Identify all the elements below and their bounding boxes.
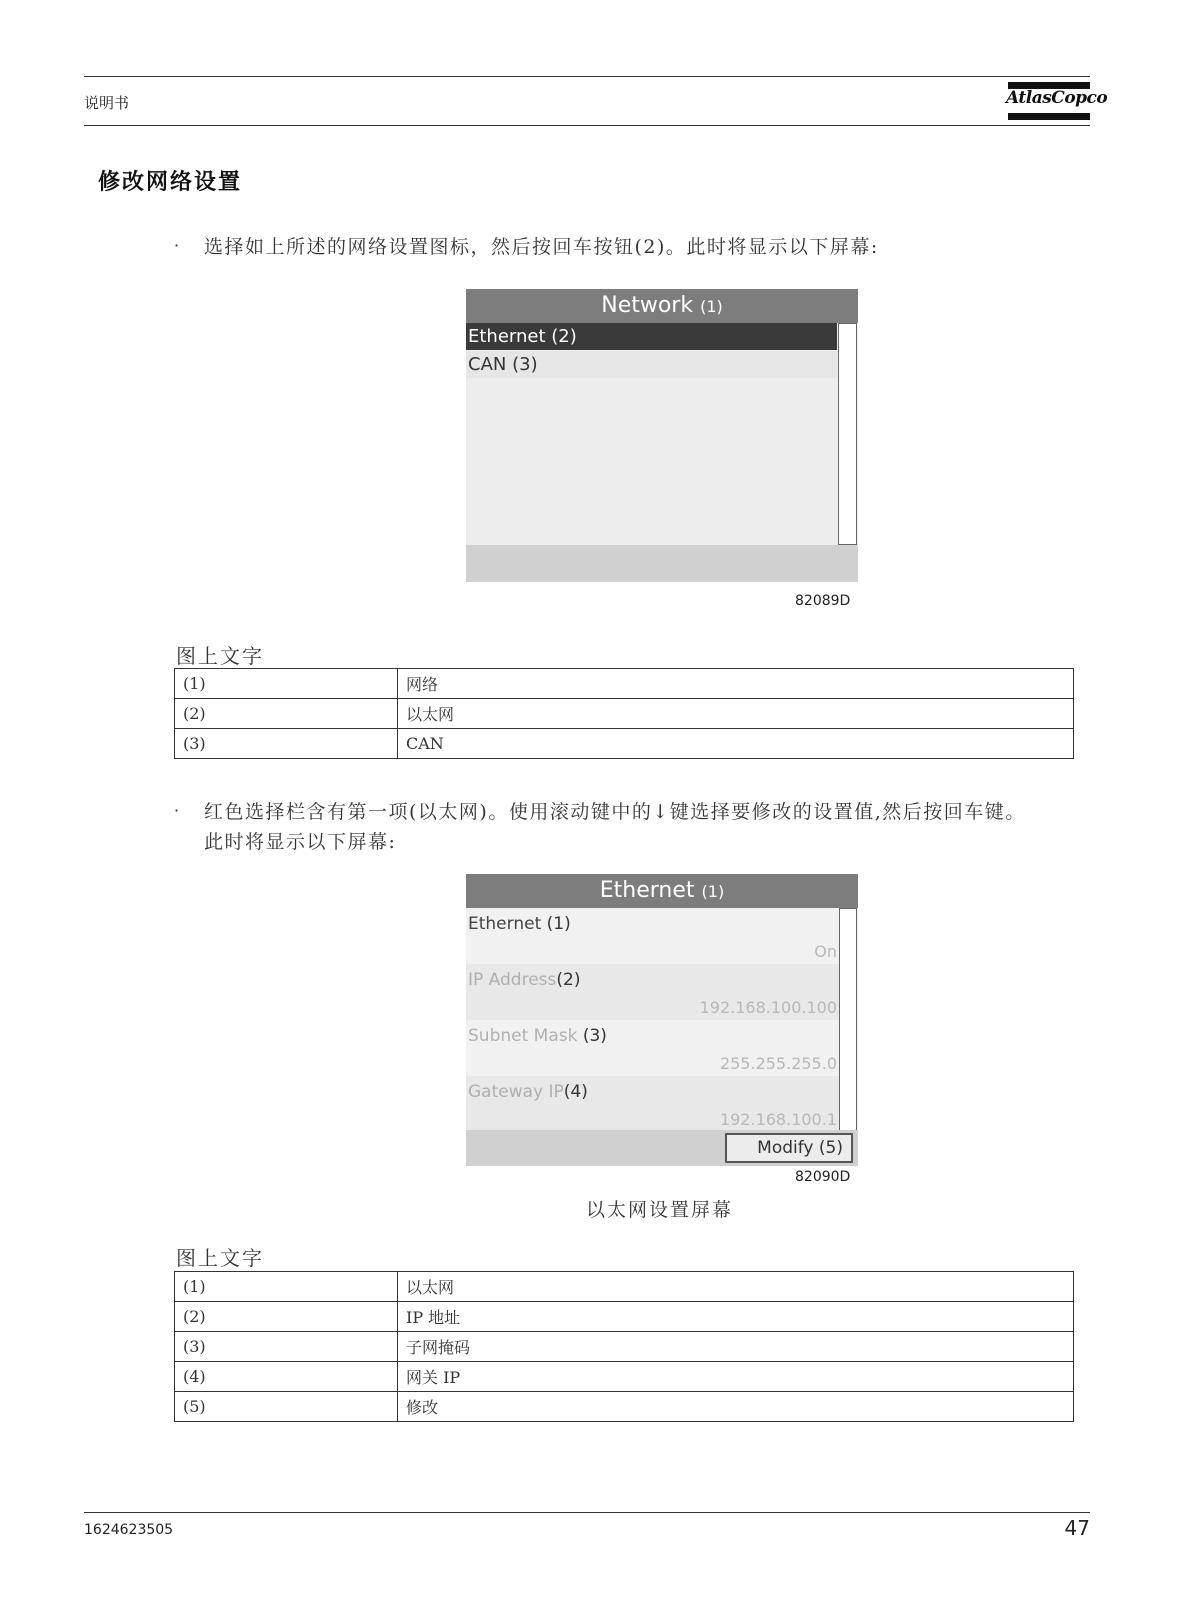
legend-ref: (4) xyxy=(175,1362,398,1392)
ethernet-screen-title xyxy=(466,874,858,908)
setting-row-subnet-mask[interactable]: Subnet Mask (3) 255.255.255.0 xyxy=(466,1020,839,1076)
legend-text: 子网掩码 xyxy=(398,1332,1074,1362)
modify-button[interactable]: Modify (5) xyxy=(725,1133,853,1163)
table-row xyxy=(175,699,1074,729)
header-bottom-rule xyxy=(84,125,1090,126)
legend-ref: (1) xyxy=(175,669,398,699)
network-screen xyxy=(466,289,858,582)
bullet-dot: · xyxy=(174,801,180,820)
scrollbar[interactable] xyxy=(838,323,857,545)
table-row xyxy=(175,1362,1074,1392)
footer-rule xyxy=(84,1512,1090,1513)
legend-text: 修改 xyxy=(398,1392,1074,1422)
figure-caption: 以太网设置屏幕 xyxy=(586,1199,734,1221)
page-number: 47 xyxy=(1064,1516,1090,1540)
legend-text: 以太网 xyxy=(398,699,1074,729)
table-row xyxy=(175,729,1074,759)
legend-text: IP 地址 xyxy=(398,1302,1074,1332)
legend-title: 图上文字 xyxy=(176,1246,264,1270)
atlas-copco-logo: AtlasCopco xyxy=(1006,88,1108,108)
list-item-ethernet[interactable]: Ethernet (2) xyxy=(466,323,837,350)
legend-ref: (3) xyxy=(175,1332,398,1362)
bullet-text-1: 选择如上所述的网络设置图标，然后按回车按钮(2)。此时将显示以下屏幕: xyxy=(204,236,879,258)
legend-table-2 xyxy=(174,1271,1074,1422)
header-top-rule xyxy=(84,76,1090,77)
legend-ref: (5) xyxy=(175,1392,398,1422)
scrollbar[interactable] xyxy=(839,908,857,1131)
table-row xyxy=(175,669,1074,699)
legend-ref: (3) xyxy=(175,729,398,759)
bullet-text-2-cont: 此时将显示以下屏幕: xyxy=(204,831,397,853)
list-item-can[interactable]: CAN (3) xyxy=(466,351,837,378)
screen-footer-bar xyxy=(466,545,858,582)
setting-value: 255.255.255.0 xyxy=(719,1054,837,1073)
document-number: 1624623505 xyxy=(84,1522,174,1538)
setting-value: 192.168.100.1 xyxy=(719,1110,837,1129)
figure-code: 82089D xyxy=(795,593,851,609)
legend-ref: (2) xyxy=(175,699,398,729)
legend-text: 网关 IP xyxy=(398,1362,1074,1392)
setting-value: On xyxy=(814,942,837,961)
table-row xyxy=(175,1302,1074,1332)
table-row xyxy=(175,1392,1074,1422)
setting-row-gateway-ip[interactable]: Gateway IP(4) 192.168.100.1 xyxy=(466,1076,839,1132)
legend-text: 网络 xyxy=(398,669,1074,699)
legend-ref: (2) xyxy=(175,1302,398,1332)
table-row xyxy=(175,1332,1074,1362)
section-title: 修改网络设置 xyxy=(98,169,243,195)
bullet-text-2: 红色选择栏含有第一项(以太网)。使用滚动键中的↓键选择要修改的设置值,然后按回车键。 xyxy=(204,801,1026,823)
ethernet-screen xyxy=(466,874,858,1166)
screen-title-text: Ethernet xyxy=(599,878,695,903)
table-row xyxy=(175,1272,1074,1302)
screen-title-text: Network xyxy=(601,293,694,318)
legend-text: CAN xyxy=(398,729,1074,759)
figure-code: 82090D xyxy=(795,1169,851,1185)
network-screen-title xyxy=(466,289,858,323)
legend-title: 图上文字 xyxy=(176,644,264,668)
logo-bottom-bar xyxy=(1008,113,1090,120)
screen-title-ref: (1) xyxy=(701,882,725,901)
legend-table-1 xyxy=(174,668,1074,759)
document-type-label: 说明书 xyxy=(84,94,130,112)
bullet-dot: · xyxy=(174,236,180,255)
screen-title-ref: (1) xyxy=(700,297,723,316)
setting-value: 192.168.100.100 xyxy=(699,998,837,1017)
setting-row-ip-address[interactable]: IP Address(2) 192.168.100.100 xyxy=(466,964,839,1020)
legend-ref: (1) xyxy=(175,1272,398,1302)
legend-text: 以太网 xyxy=(398,1272,1074,1302)
setting-row-ethernet[interactable]: Ethernet (1) On xyxy=(466,908,839,964)
